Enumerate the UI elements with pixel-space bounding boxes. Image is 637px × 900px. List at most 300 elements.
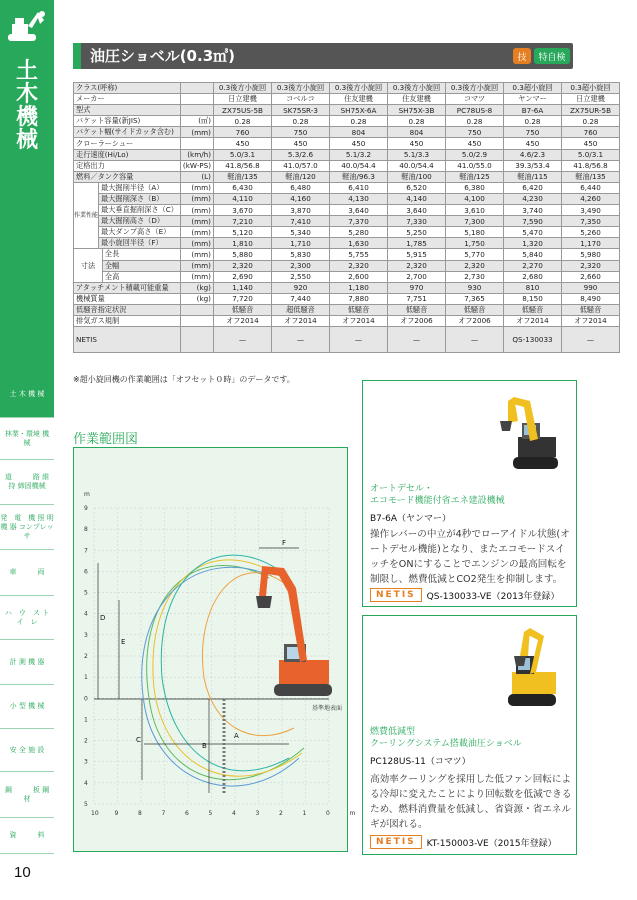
spec-cell: 1,180 [330, 282, 388, 293]
spec-cell: 2,680 [504, 271, 562, 282]
spec-cell: オフ2014 [330, 315, 388, 326]
excavator-illustration [256, 566, 332, 696]
spec-cell: 5,770 [446, 249, 504, 260]
spec-cell: 810 [504, 282, 562, 293]
spec-cell: 1,630 [330, 238, 388, 249]
spec-cell: 5.1/3.3 [388, 149, 446, 160]
spec-cell: 41.8/56.8 [562, 160, 620, 171]
spec-label: 最大掘削半径（A） [99, 182, 181, 193]
spec-cell: — [214, 327, 272, 353]
spec-cell: 軽油/120 [272, 171, 330, 182]
spec-unit: (mm) [180, 127, 213, 138]
feature-card-b7-6a [362, 380, 577, 607]
spec-unit: (mm) [180, 260, 213, 271]
y-tick-label: 8 [84, 526, 88, 534]
y-tick-label: 1 [84, 674, 88, 682]
spec-cell: — [330, 327, 388, 353]
spec-unit: (kg) [180, 293, 213, 304]
spec-cell: 5,260 [562, 227, 620, 238]
spec-cell: B7-6A [504, 105, 562, 116]
dimension-letter: A [234, 732, 239, 740]
badge-inspection: 特自検 [534, 48, 570, 64]
spec-cell: 6,440 [562, 182, 620, 193]
spec-unit: (mm) [180, 238, 213, 249]
table-row [74, 315, 620, 326]
spec-cell: 4,140 [388, 193, 446, 204]
spec-cell: 6,380 [446, 182, 504, 193]
spec-cell: 7,330 [388, 216, 446, 227]
table-row [74, 304, 620, 315]
spec-cell: 低騒音 [388, 304, 446, 315]
y-unit-label: m [84, 491, 90, 498]
spec-cell: 0.3超小旋回 [504, 83, 562, 94]
spec-unit: (kW-PS) [180, 160, 213, 171]
y-tick-label: 2 [84, 653, 88, 660]
spec-cell: 1,810 [214, 238, 272, 249]
spec-cell: — [388, 327, 446, 353]
spec-cell: オフ2014 [272, 315, 330, 326]
spec-cell: 0.28 [388, 116, 446, 127]
feature-model: PC128US-11（コマツ） [370, 757, 471, 767]
spec-cell: 750 [272, 127, 330, 138]
spec-unit: (L) [180, 171, 213, 182]
x-tick-label: 9 [114, 810, 119, 817]
spec-label: 最小旋回半径（F） [99, 238, 181, 249]
spec-cell: 39.3/53.4 [504, 160, 562, 171]
work-range-diagram [73, 447, 356, 852]
spec-cell: 1,170 [562, 238, 620, 249]
table-row [74, 149, 620, 160]
category-title: 土木機械 [15, 59, 38, 153]
sidebar-item-9[interactable]: 鋼 板 鋼 材 [0, 772, 54, 818]
spec-cell: オフ2006 [388, 315, 446, 326]
range-curve-blue [142, 567, 299, 786]
spec-label: クローラーシュー [74, 138, 181, 149]
x-tick-label: 0 [326, 810, 330, 817]
sidebar-item-0[interactable]: 土 木 機 械 [0, 372, 54, 418]
spec-cell: 7,365 [446, 293, 504, 304]
spec-cell: 5,120 [214, 227, 272, 238]
table-row [74, 193, 620, 204]
spec-unit [180, 94, 213, 105]
spec-cell: 1,785 [388, 238, 446, 249]
y-tick-label: 3 [84, 631, 88, 639]
feature-netis [370, 835, 557, 849]
title-accent-stripe [73, 43, 81, 69]
spec-cell: 5,280 [330, 227, 388, 238]
sidebar-item-5[interactable]: ハ ウ ス ト イ レ [0, 596, 54, 640]
spec-cell: 750 [504, 127, 562, 138]
dimension-letter: E [121, 638, 126, 646]
spec-label: 全長 [102, 249, 180, 260]
y-tick-label: 6 [84, 568, 88, 576]
spec-unit: (mm) [180, 271, 213, 282]
x-tick-label: m [349, 810, 356, 817]
spec-cell: 5.0/3.1 [562, 149, 620, 160]
spec-cell: SH75X-3B [388, 105, 446, 116]
spec-cell: 4,230 [504, 193, 562, 204]
x-tick-label: 6 [185, 810, 189, 817]
spec-unit: (mm) [180, 205, 213, 216]
spec-unit: (mm) [180, 249, 213, 260]
spec-cell: 1,140 [214, 282, 272, 293]
spec-cell: 6,420 [504, 182, 562, 193]
spec-cell: — [272, 327, 330, 353]
spec-cell: 住友建機 [330, 94, 388, 105]
spec-cell: 804 [388, 127, 446, 138]
spec-label: 全高 [102, 271, 180, 282]
range-curve-orange [202, 573, 294, 736]
spec-cell: 6,430 [214, 182, 272, 193]
table-row [74, 205, 620, 216]
spec-cell: 40.0/54.4 [330, 160, 388, 171]
spec-cell: 450 [330, 138, 388, 149]
spec-cell: 1,750 [446, 238, 504, 249]
spec-cell: 7,751 [388, 293, 446, 304]
spec-cell: — [562, 327, 620, 353]
spec-cell: 4,130 [330, 193, 388, 204]
table-row [74, 282, 620, 293]
table-row [74, 260, 620, 271]
table-row [74, 105, 620, 116]
dim-group-label: 寸法 [74, 249, 103, 282]
sidebar [0, 0, 71, 900]
netis-label: NETIS [370, 835, 422, 849]
spec-cell: 990 [562, 282, 620, 293]
spec-cell: 1,710 [272, 238, 330, 249]
spec-cell: 3,640 [330, 205, 388, 216]
spec-cell: 0.3後方小旋回 [388, 83, 446, 94]
sidebar-item-3[interactable]: 発 電 機 照 明 機 器 コンプレッサ [0, 505, 54, 550]
spec-cell: 40.0/54.4 [388, 160, 446, 171]
spec-unit [180, 138, 213, 149]
spec-cell: 7,300 [446, 216, 504, 227]
sidebar-item-8[interactable]: 安 全 施 設 [0, 729, 54, 772]
x-tick-label: 2 [279, 810, 283, 817]
sidebar-item-2[interactable]: 道 路 維 持 締固機械 [0, 460, 54, 505]
y-tick-label: 1 [84, 716, 88, 724]
spec-cell: 450 [214, 138, 272, 149]
spec-cell: SK75SR-3 [272, 105, 330, 116]
feature-model: B7-6A（ヤンマー） [370, 514, 451, 524]
spec-cell: 920 [272, 282, 330, 293]
spec-unit: (mm) [180, 227, 213, 238]
spec-cell: 4,160 [272, 193, 330, 204]
spec-label: 型式 [74, 105, 181, 116]
spec-label: 定格出力 [74, 160, 181, 171]
spec-cell: 7,210 [214, 216, 272, 227]
spec-cell: 軽油/135 [214, 171, 272, 182]
spec-cell: 7,440 [272, 293, 330, 304]
spec-label: クラス(呼称) [74, 83, 181, 94]
table-row [74, 83, 620, 94]
spec-cell: 軽油/100 [388, 171, 446, 182]
spec-cell: 2,690 [214, 271, 272, 282]
table-note: ※超小旋回機の作業範囲は「オフセット０時」のデータです。 [73, 375, 295, 384]
spec-cell: 0.28 [214, 116, 272, 127]
x-tick-label: 8 [138, 810, 142, 817]
table-row [74, 293, 620, 304]
spec-cell: 7,590 [504, 216, 562, 227]
spec-cell: 1,320 [504, 238, 562, 249]
spec-cell: 5,180 [446, 227, 504, 238]
spec-cell: 2,320 [388, 260, 446, 271]
sidebar-item-7[interactable]: 小 型 機 械 [0, 685, 54, 729]
spec-cell: 970 [388, 282, 446, 293]
spec-unit [180, 327, 213, 353]
spec-label: メーカー [74, 94, 181, 105]
feature-card-pc128us-11 [362, 615, 577, 855]
spec-cell: 低騒音 [330, 304, 388, 315]
spec-label: 機械質量 [74, 293, 181, 304]
spec-unit: (kg) [180, 282, 213, 293]
spec-cell: 5,880 [214, 249, 272, 260]
spec-cell: 低騒音 [562, 304, 620, 315]
spec-cell: 760 [214, 127, 272, 138]
spec-cell: 0.3後方小旋回 [214, 83, 272, 94]
spec-table [73, 82, 620, 353]
y-tick-label: 5 [84, 801, 88, 808]
spec-label: バケット幅(サイドカッタ含む) [74, 127, 181, 138]
y-tick-label: 4 [84, 779, 88, 787]
spec-cell: 3,670 [214, 205, 272, 216]
sidebar-item-4[interactable]: 車 両 [0, 550, 54, 596]
feature-headline-2: エコモード機能付省エネ建設機械 [370, 496, 505, 506]
feature-body: 高効率クーリングを採用した低ファン回転による冷却に変えたことにより回転数を低減できるため、燃料消費量を低減し、省資源・省エネルギが図れる。 [370, 774, 572, 830]
spec-unit: (㎥) [180, 116, 213, 127]
spec-cell: 8,490 [562, 293, 620, 304]
spec-cell: 0.3後方小旋回 [272, 83, 330, 94]
page-number: 10 [14, 864, 31, 881]
spec-unit [180, 315, 213, 326]
spec-cell: 日立建機 [214, 94, 272, 105]
spec-cell: 0.28 [562, 116, 620, 127]
spec-cell: 0.28 [272, 116, 330, 127]
netis-label: NETIS [370, 588, 422, 602]
spec-cell: 0.28 [446, 116, 504, 127]
spec-label: 排気ガス規制 [74, 315, 181, 326]
x-tick-label: 3 [255, 810, 260, 817]
spec-cell: コマツ [446, 94, 504, 105]
feature-headline-2: クーリングシステム搭載油圧ショベル [370, 739, 522, 749]
spec-cell: 低騒音 [504, 304, 562, 315]
table-row [74, 127, 620, 138]
spec-cell: 3,740 [504, 205, 562, 216]
ground-label: 基準地表面 [312, 705, 343, 712]
spec-cell: 5.0/3.1 [214, 149, 272, 160]
spec-cell: 3,610 [446, 205, 504, 216]
work-group-label: 作業性能 [74, 182, 99, 249]
spec-cell: 450 [272, 138, 330, 149]
x-tick-label: 10 [91, 810, 99, 817]
spec-cell: コベルコ [272, 94, 330, 105]
spec-cell: 0.28 [330, 116, 388, 127]
x-tick-label: 4 [232, 810, 236, 817]
spec-cell: ZX75US-5B [214, 105, 272, 116]
spec-cell: 3,870 [272, 205, 330, 216]
spec-cell: 760 [562, 127, 620, 138]
spec-label: 最大掘削高さ（D） [99, 216, 181, 227]
spec-cell: 5,755 [330, 249, 388, 260]
spec-cell: 軽油/115 [504, 171, 562, 182]
spec-unit: (mm) [180, 182, 213, 193]
spec-label: バケット容量(新JIS) [74, 116, 181, 127]
y-tick-label: 2 [84, 737, 88, 745]
spec-cell: 軽油/135 [562, 171, 620, 182]
spec-cell: 2,700 [388, 271, 446, 282]
excavator-logo-icon [6, 6, 48, 44]
table-row [74, 249, 620, 260]
spec-cell: 0.3超小旋回 [562, 83, 620, 94]
spec-cell: ヤンマー [504, 94, 562, 105]
table-row [74, 116, 620, 127]
spec-label: 最大掘削深さ（B） [99, 193, 181, 204]
spec-cell: 930 [446, 282, 504, 293]
spec-cell: 日立建機 [562, 94, 620, 105]
spec-cell: 6,520 [388, 182, 446, 193]
spec-cell: 7,720 [214, 293, 272, 304]
spec-cell: 3,490 [562, 205, 620, 216]
spec-cell: 450 [504, 138, 562, 149]
spec-cell: 低騒音 [214, 304, 272, 315]
spec-cell: 4,260 [562, 193, 620, 204]
spec-label: 最大ダンプ高さ（E） [99, 227, 181, 238]
spec-cell: 2,320 [330, 260, 388, 271]
spec-cell: ZX75UR-5B [562, 105, 620, 116]
spec-cell: 2,600 [330, 271, 388, 282]
spec-cell: 5.1/3.2 [330, 149, 388, 160]
spec-cell: SH75X-6A [330, 105, 388, 116]
spec-label: 走行速度(Hi/Lo) [74, 149, 181, 160]
spec-cell: 2,320 [562, 260, 620, 271]
table-row [74, 271, 620, 282]
spec-label: アタッチメント積載可能重量 [74, 282, 181, 293]
dimension-letter: F [282, 539, 287, 547]
feature-headline-1: 燃費低減型 [370, 727, 416, 737]
spec-cell: 2,270 [504, 260, 562, 271]
spec-cell: 7,350 [562, 216, 620, 227]
spec-label: NETIS [74, 327, 181, 353]
spec-label: 燃料／タンク容量 [74, 171, 181, 182]
spec-cell: 5,980 [562, 249, 620, 260]
spec-cell: 住友建機 [388, 94, 446, 105]
spec-cell: 5,250 [388, 227, 446, 238]
dimension-letter: C [136, 736, 141, 744]
spec-cell: 3,640 [388, 205, 446, 216]
spec-cell: 41.8/56.8 [214, 160, 272, 171]
spec-cell: — [446, 327, 504, 353]
spec-unit: (mm) [180, 193, 213, 204]
table-row [74, 138, 620, 149]
y-tick-label: 4 [84, 610, 88, 618]
table-row [74, 238, 620, 249]
y-tick-label: 9 [84, 505, 88, 512]
table-row [74, 216, 620, 227]
y-tick-label: 5 [84, 589, 88, 597]
spec-cell: 750 [446, 127, 504, 138]
table-row [74, 160, 620, 171]
spec-cell: 軽油/125 [446, 171, 504, 182]
spec-cell: 41.0/55.0 [446, 160, 504, 171]
sidebar-item-10[interactable]: 資 料 [0, 818, 54, 854]
spec-cell: オフ2014 [214, 315, 272, 326]
table-row [74, 227, 620, 238]
spec-cell: 2,300 [272, 260, 330, 271]
spec-cell: 0.28 [504, 116, 562, 127]
spec-cell: 低騒音 [446, 304, 504, 315]
spec-unit: (km/h) [180, 149, 213, 160]
spec-label: 最大垂直掘削深さ（C） [99, 205, 181, 216]
spec-label: 全幅 [102, 260, 180, 271]
spec-cell: オフ2014 [562, 315, 620, 326]
spec-cell: 5,915 [388, 249, 446, 260]
spec-cell: 41.0/57.0 [272, 160, 330, 171]
spec-cell: 5,830 [272, 249, 330, 260]
netis-code: KT-150003-VE（2015年登録） [426, 838, 557, 849]
spec-cell: 2,730 [446, 271, 504, 282]
table-row [74, 182, 620, 193]
dimension-letter: D [100, 614, 106, 622]
spec-cell: PC78US-8 [446, 105, 504, 116]
category-block [0, 0, 54, 372]
y-tick-label: 3 [84, 758, 88, 766]
spec-cell: 5.0/2.9 [446, 149, 504, 160]
spec-cell: 軽油/96.3 [330, 171, 388, 182]
spec-cell: 5,840 [504, 249, 562, 260]
y-tick-label: 0 [84, 695, 88, 703]
sidebar-item-6[interactable]: 計 測 機 器 [0, 640, 54, 685]
spec-cell: 7,370 [330, 216, 388, 227]
feature-headline-1: オートデセル・ [370, 484, 433, 494]
excavator-photo-icon [478, 622, 568, 712]
feature-body: 操作レバーの中立が4秒でローアイドル状態(オートデセル機能)となり、またエコモードスイッチをONにすることでエンジンの最高回転を制限し、燃費低減とCO2発生を抑制します。 [370, 529, 570, 585]
sidebar-item-1[interactable]: 林業・環境 機 械 [0, 418, 54, 460]
spec-cell: 7,880 [330, 293, 388, 304]
spec-cell: 8,150 [504, 293, 562, 304]
spec-cell: 450 [446, 138, 504, 149]
netis-code: QS-130033-VE（2013年登録） [426, 591, 560, 602]
page-title: 油圧ショベル(0.3㎥) [90, 47, 235, 65]
badge-tech: 技 [513, 48, 531, 64]
spec-cell: オフ2006 [446, 315, 504, 326]
spec-cell: 2,660 [562, 271, 620, 282]
spec-cell: 4,100 [446, 193, 504, 204]
spec-cell: QS-130033 [504, 327, 562, 353]
spec-cell: 2,320 [214, 260, 272, 271]
spec-cell: 450 [388, 138, 446, 149]
spec-unit [180, 105, 213, 116]
feature-netis [370, 588, 560, 602]
spec-cell: 5.3/2.6 [272, 149, 330, 160]
spec-cell: 6,410 [330, 182, 388, 193]
spec-label: 低騒音指定状況 [74, 304, 181, 315]
spec-cell: 804 [330, 127, 388, 138]
spec-cell: 5,340 [272, 227, 330, 238]
x-tick-label: 7 [161, 810, 166, 817]
table-row [74, 94, 620, 105]
spec-unit [180, 304, 213, 315]
excavator-photo-icon [478, 387, 568, 477]
spec-cell: 4.6/2.3 [504, 149, 562, 160]
spec-unit [180, 83, 213, 94]
table-row [74, 327, 620, 353]
spec-cell: 6,480 [272, 182, 330, 193]
spec-cell: 2,320 [446, 260, 504, 271]
spec-cell: 4,110 [214, 193, 272, 204]
spec-cell: 5,470 [504, 227, 562, 238]
spec-cell: 7,410 [272, 216, 330, 227]
spec-unit: (mm) [180, 216, 213, 227]
